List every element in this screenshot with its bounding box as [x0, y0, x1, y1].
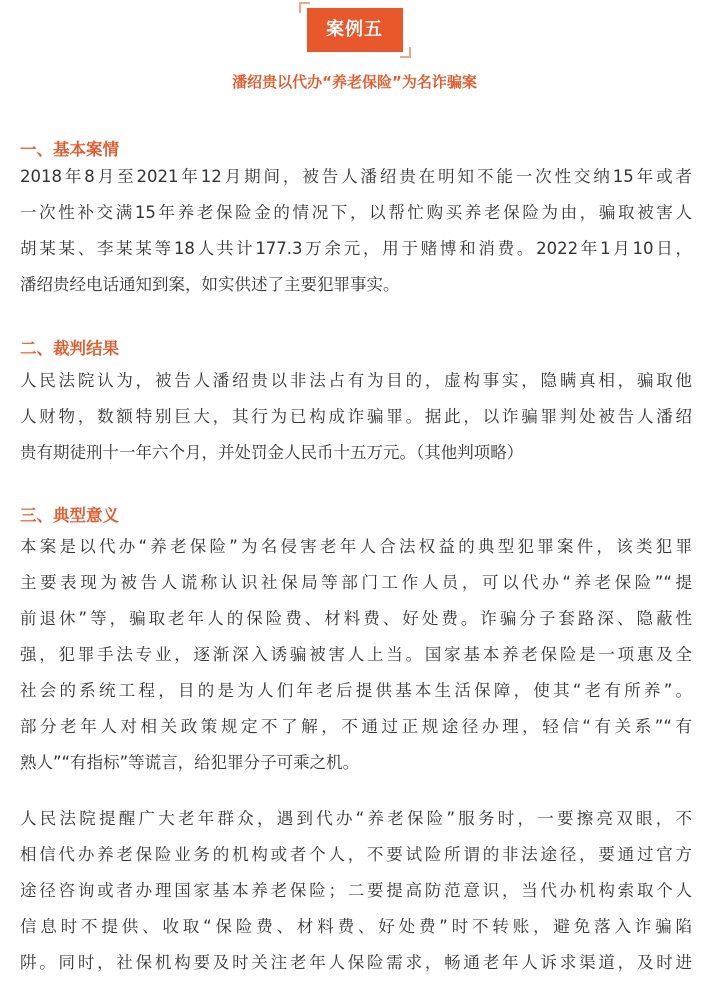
text-line: 潘绍贵经电话通知到案，如实供述了主要犯罪事实。	[20, 275, 400, 294]
section-heading-basic-facts: 一、基本案情	[20, 140, 119, 159]
text-line: 社会的系统工程，目的是为人们年老后提供基本生活保障，使其“老有所养”。	[20, 681, 692, 700]
text-line: 强，犯罪手法专业，逐渐深入诱骗被害人上当。国家基本养老保险是一项惠及全	[20, 645, 692, 664]
text-line: 熟人”“有指标”等谎言，给犯罪分子可乘之机。	[20, 753, 360, 772]
section-heading-significance: 三、典型意义	[20, 506, 119, 525]
text-line: 胡某某、李某某等18人共计177.3万余元，用于赌博和消费。2022年1月10日，	[20, 239, 692, 258]
paragraph-basic-facts	[20, 159, 692, 303]
text-line: 人民法院提醒广大老年群众，遇到代办“养老保险”服务时，一要擦亮双眼，不	[20, 809, 692, 828]
text-line: 部分老年人对相关政策规定不了解，不通过正规途径办理，轻信“有关系”“有	[20, 717, 692, 736]
case-badge: 案例五	[307, 8, 403, 52]
text-line: 本案是以代办“养老保险”为名侵害老年人合法权益的典型犯罪案件，该类犯罪	[20, 537, 692, 556]
case-title: 潘绍贵以代办“养老保险”为名诈骗案	[232, 73, 477, 91]
text-line: 人民法院认为，被告人潘绍贵以非法占有为目的，虚构事实，隐瞒真相，骗取他	[20, 371, 692, 390]
section-heading-verdict: 二、裁判结果	[20, 339, 119, 358]
text-line: 阱。同时，社保机构要及时关注老年人保险需求，畅通老年人诉求渠道，及时进	[20, 953, 692, 972]
case-badge-container	[0, 8, 709, 52]
text-line: 途径咨询或者办理国家基本养老保险；二要提高防范意识，当代办机构索取个人	[20, 881, 692, 900]
paragraph-verdict	[20, 363, 692, 471]
text-line: 主要表现为被告人谎称认识社保局等部门工作人员，可以代办“养老保险”“提	[20, 573, 692, 592]
text-line: 信息时不提供、收取“保险费、材料费、好处费”时不转账，避免落入诈骗陷	[20, 917, 692, 936]
text-line: 一次性补交满15年养老保险金的情况下，以帮忙购买养老保险为由，骗取被害人	[20, 203, 692, 222]
text-line: 人财物，数额特别巨大，其行为已构成诈骗罪。据此，以诈骗罪判处被告人潘绍	[20, 407, 692, 426]
paragraph-reminder	[20, 801, 692, 981]
text-line: 贵有期徒刑十一年六个月，并处罚金人民币十五万元。（其他判项略）	[20, 443, 524, 462]
text-line: 2018年8月至2021年12月期间，被告人潘绍贵在明知不能一次性交纳15年或者	[20, 167, 692, 186]
text-line: 相信代办养老保险业务的机构或者个人，不要试险所谓的非法途径，要通过官方	[20, 845, 692, 864]
text-line: 前退休”等，骗取老年人的保险费、材料费、好处费。诈骗分子套路深、隐蔽性	[20, 609, 692, 628]
paragraph-significance	[20, 529, 692, 781]
